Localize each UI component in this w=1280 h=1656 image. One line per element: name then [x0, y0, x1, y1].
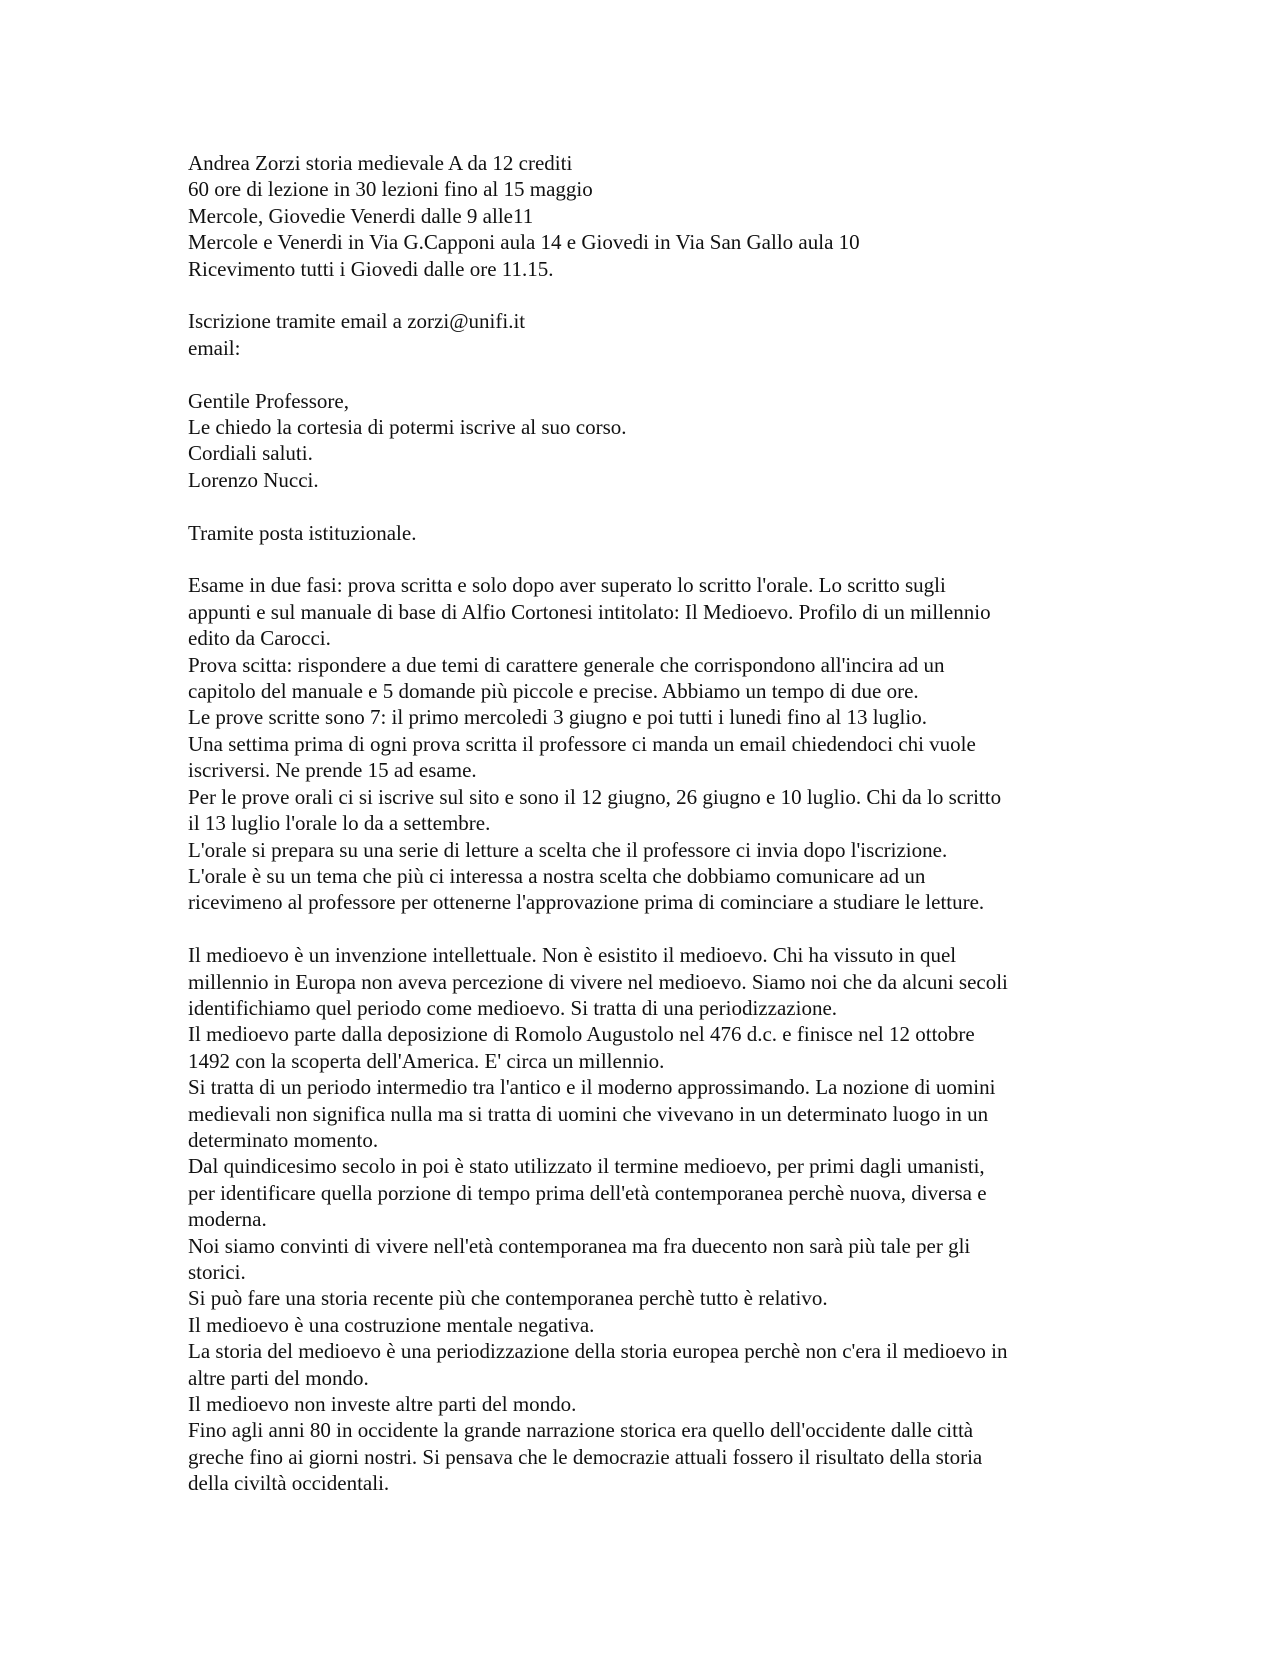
- course-info-line: Mercole e Venerdi in Via G.Capponi aula 14 e Giovedi in Via San Gallo aula 10: [188, 230, 860, 255]
- lecture-notes-line: Noi siamo convinti di vivere nell'età contemporanea ma fra duecento non sarà più tale per gli: [188, 1233, 971, 1258]
- exam-info-line: appunti e sul manuale di base di Alfio Cortonesi intitolato: Il Medioevo. Profilo di un millennio: [188, 599, 991, 624]
- lecture-notes-line: storici.: [188, 1259, 246, 1284]
- exam-info-line: Prova scitta: rispondere a due temi di carattere generale che corrispondono all'incira ad un: [188, 652, 945, 677]
- email-template-line: Cordiali saluti.: [188, 441, 313, 466]
- exam-info-line: L'orale si prepara su una serie di letture a scelta che il professore ci invia dopo l'iscrizione.: [188, 837, 948, 862]
- email-template-block: [188, 388, 1108, 494]
- course-info-line: Ricevimento tutti i Giovedi dalle ore 11.15.: [188, 256, 554, 281]
- channel-note-line: Tramite posta istituzionale.: [188, 520, 417, 545]
- lecture-notes-line: greche fino ai giorni nostri. Si pensava che le democrazie attuali fossero il risultato della storia: [188, 1444, 983, 1469]
- registration-block: [188, 308, 1108, 361]
- exam-info-line: L'orale è su un tema che più ci interessa a nostra scelta che dobbiamo comunicare ad un: [188, 863, 926, 888]
- lecture-notes-line: moderna.: [188, 1207, 267, 1232]
- lecture-notes-line: Il medioevo è un invenzione intellettuale. Non è esistito il medioevo. Chi ha vissuto in quel: [188, 943, 957, 968]
- paragraph-gap: [188, 493, 1108, 519]
- exam-info-line: Esame in due fasi: prova scritta e solo dopo aver superato lo scritto l'orale. Lo scritto sugli: [188, 573, 946, 598]
- registration-line: email:: [188, 335, 241, 360]
- exam-info-line: edito da Carocci.: [188, 626, 331, 651]
- lecture-notes-line: Si può fare una storia recente più che contemporanea perchè tutto è relativo.: [188, 1286, 828, 1311]
- lecture-notes-line: 1492 con la scoperta dell'America. E' circa un millennio.: [188, 1048, 665, 1073]
- exam-info-line: Per le prove orali ci si iscrive sul sito e sono il 12 giugno, 26 giugno e 10 luglio. Chi da lo scritto: [188, 784, 1002, 809]
- lecture-notes-line: Si tratta di un periodo intermedio tra l'antico e il moderno approssimando. La nozione di uomini: [188, 1075, 996, 1100]
- exam-info-line: iscriversi. Ne prende 15 ad esame.: [188, 758, 477, 783]
- lecture-notes-line: millennio in Europa non aveva percezione di vivere nel medioevo. Siamo noi che da alcuni secoli: [188, 969, 1008, 994]
- email-template-line: Lorenzo Nucci.: [188, 467, 319, 492]
- exam-info-block: [188, 572, 1108, 915]
- lecture-notes-line: Il medioevo non investe altre parti del mondo.: [188, 1392, 577, 1417]
- lecture-notes-line: La storia del medioevo è una periodizzazione della storia europea perchè non c'era il medioevo in: [188, 1339, 1008, 1364]
- email-template-line: Gentile Professore,: [188, 388, 349, 413]
- lecture-notes-block: [188, 942, 1108, 1497]
- paragraph-gap: [188, 916, 1108, 942]
- registration-line: Iscrizione tramite email a zorzi@unifi.it: [188, 309, 526, 334]
- lecture-notes-line: Dal quindicesimo secolo in poi è stato utilizzato il termine medioevo, per primi dagli umanisti,: [188, 1154, 985, 1179]
- exam-info-line: ricevimeno al professore per ottenerne l'approvazione prima di cominciare a studiare le letture.: [188, 890, 985, 915]
- course-info-block: [188, 150, 1108, 282]
- lecture-notes-line: medievali non significa nulla ma si tratta di uomini che vivevano in un determinato luogo in un: [188, 1101, 989, 1126]
- lecture-notes-line: identifichiamo quel periodo come medioevo. Si tratta di una periodizzazione.: [188, 995, 838, 1020]
- exam-info-line: capitolo del manuale e 5 domande più piccole e precise. Abbiamo un tempo di due ore.: [188, 679, 919, 704]
- lecture-notes-line: della civiltà occidentali.: [188, 1471, 390, 1496]
- exam-info-line: il 13 luglio l'orale lo da a settembre.: [188, 811, 491, 836]
- lecture-notes-line: determinato momento.: [188, 1127, 379, 1152]
- lecture-notes-line: per identificare quella porzione di tempo prima dell'età contemporanea perchè nuova, diversa e: [188, 1180, 987, 1205]
- paragraph-gap: [188, 546, 1108, 572]
- email-template-line: Le chiedo la cortesia di potermi iscrive al suo corso.: [188, 415, 627, 440]
- lecture-notes-line: Il medioevo è una costruzione mentale negativa.: [188, 1312, 595, 1337]
- channel-note-block: [188, 520, 1108, 546]
- document-page: [188, 150, 1108, 1497]
- exam-info-line: Una settima prima di ogni prova scritta il professore ci manda un email chiedendoci chi vuole: [188, 731, 976, 756]
- course-info-line: Mercole, Giovedie Venerdi dalle 9 alle11: [188, 203, 534, 228]
- lecture-notes-line: Il medioevo parte dalla deposizione di Romolo Augustolo nel 476 d.c. e finisce nel 12 ottobre: [188, 1022, 975, 1047]
- lecture-notes-line: Fino agli anni 80 in occidente la grande narrazione storica era quello dell'occidente dalle città: [188, 1418, 974, 1443]
- paragraph-gap: [188, 282, 1108, 308]
- paragraph-gap: [188, 361, 1108, 387]
- exam-info-line: Le prove scritte sono 7: il primo mercoledi 3 giugno e poi tutti i lunedi fino al 13 luglio.: [188, 705, 927, 730]
- course-info-line: Andrea Zorzi storia medievale A da 12 crediti: [188, 151, 573, 175]
- course-info-line: 60 ore di lezione in 30 lezioni fino al 15 maggio: [188, 177, 593, 202]
- lecture-notes-line: altre parti del mondo.: [188, 1365, 369, 1390]
